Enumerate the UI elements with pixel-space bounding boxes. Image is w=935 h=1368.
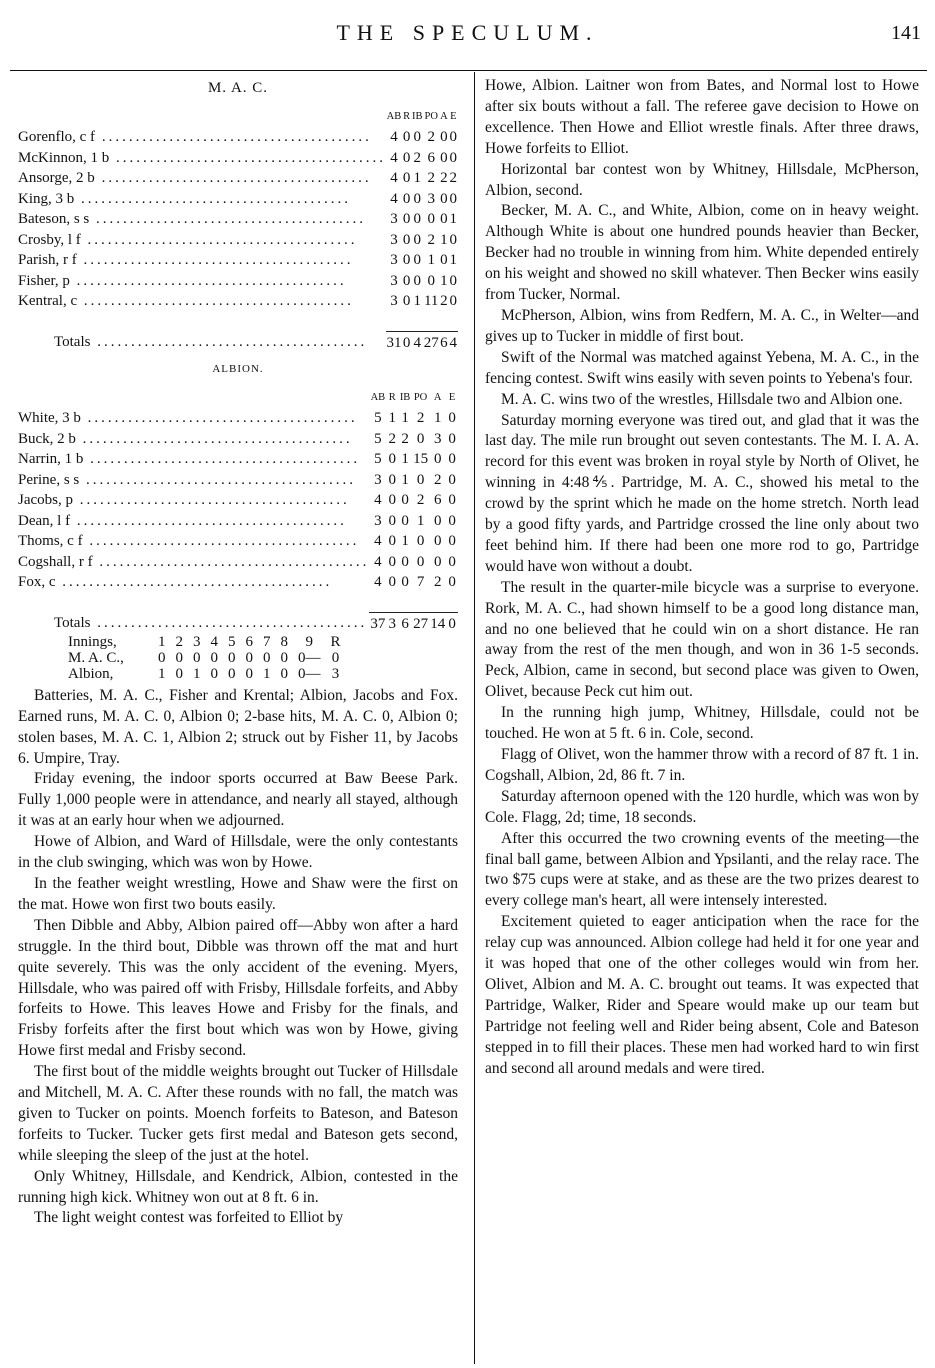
box-header-row [18,107,458,127]
paragraph: Only Whitney, Hillsdale, and Kendrick, Albion, contested in the running high kick. Whitney won out at 8 ft. 6 in. [18,1167,458,1206]
player-name-cell [18,572,369,593]
stat-cell: 0 [448,471,456,488]
leader-dots: ........................................ [74,190,351,207]
stat-cell: 0 [433,512,442,529]
paragraph: The light weight contest was forfeited to Elliot by [34,1209,344,1227]
leader-dots: ........................................ [75,430,353,447]
col-header: IB [399,391,411,403]
stat-cell: 0 [388,574,397,591]
player-row [18,490,458,511]
player-name-cell [18,291,386,312]
stat-cell: 0 [413,211,421,228]
paragraph: Howe, Albion. Laitner won from Bates, and Normal lost to Howe after six bouts without a fall. The referee gave decision to Howe on excellence. Then Howe and Elliot wrestle finals. After three draws, Howe forfeits to Elliot. [485,77,919,157]
stat-cell: 0 [433,533,442,550]
stat-cell: 0 [440,190,448,207]
inning-score: 0 [245,649,253,666]
leader-dots: ........................................ [73,492,350,509]
stat-cell: 0 [402,293,411,310]
total-stat-cell: 31 [386,334,402,351]
paragraph: McPherson, Albion, wins from Redfern, M. A. C., in Welter—and gives up to Tucker in middle of first bout. [485,306,919,345]
stat-cell: 3 [390,252,398,269]
player-name-cell [18,449,369,470]
inning-number: 9 [305,633,313,650]
inning-score: 1 [263,665,271,682]
stat-cell: 4 [374,574,382,591]
stat-cell: 0 [448,492,456,509]
player-row [18,510,458,531]
player-name: Fisher, p [18,272,70,289]
leader-dots: ........................................ [89,211,366,228]
stat-cell: 3 [427,190,435,207]
stat-cell: 5 [374,410,382,427]
paragraph: In the feather weight wrestling, Howe and Shaw were the first on the mat. Howe won first two bouts easily. [18,874,458,913]
stat-cell: 0 [448,410,456,427]
leader-dots: ........................................ [77,293,354,310]
right-article-text [485,76,919,1080]
stat-cell: 0 [388,512,397,529]
player-name: Kentral, c [18,293,78,310]
stat-cell: 0 [402,252,411,269]
page-header [0,0,935,60]
stat-cell: 0 [388,471,397,488]
publication-title: THE SPECULUM. [336,20,599,45]
inning-score: 0 [175,665,183,682]
right-column [485,76,919,1080]
leader-dots: ........................................ [95,129,372,146]
stat-cell: 0 [427,211,435,228]
stat-cell: 0 [401,492,409,509]
inning-score: 0 [228,649,236,666]
inning-number: 8 [280,633,288,650]
player-row [18,572,458,593]
stat-cell: 6 [433,492,442,509]
stat-cell: 0 [388,451,397,468]
player-row [18,428,458,449]
player-name-cell [18,531,369,552]
player-name-cell [18,428,369,449]
player-row [18,408,458,429]
left-column [18,74,458,1229]
leader-dots: ........................................ [76,252,354,269]
paragraph: Excitement quieted to eager anticipation when the race for the relay cup was announced. Albion college had held it for one year and it was hoped that one of the other colleges would win from her. Olivet, Albion and M. A. C. brought out teams. It was expected that Partridge, Walker, Rider and Speare would make up our team but Partridge not feeling well and Rider being absent, Cole and Bateson stepped in to fill their places. These men had worked hard to win first and second all around medals and were tired. [485,913,919,1077]
paragraph: Horizontal bar contest won by Whitney, Hillsdale, McPherson, Albion, second. [485,160,919,199]
leader-dots: ........................................ [94,170,372,187]
player-name-cell [18,229,386,250]
totals-row [18,613,458,634]
stat-cell: 1 [413,293,421,310]
paragraph: Becker, M. A. C., and White, Albion, come on in heavy weight. Although White is about one hundred pounds heavier than Becker, Becker had no trouble in winning from him. White depended entirely on his weight and showed no skill whatever. Then Becker wins easily from Tucker, Normal. [485,202,919,304]
player-row [18,250,458,271]
total-stat-cell: 14 [430,615,446,632]
paragraph: M. A. C. wins two of the wrestles, Hillsdale two and Albion one. [501,390,903,408]
inning-score: 1 [193,665,201,682]
col-header: R [403,110,411,122]
stat-cell: 0 [413,252,421,269]
player-name-cell [18,510,369,531]
player-name-cell [18,551,369,572]
player-name: Jacobs, p [18,492,73,509]
stat-cell: 0 [402,170,411,187]
leader-dots: ........................................ [109,149,386,166]
total-stat-cell: 0 [448,615,456,632]
player-name-cell [18,188,386,209]
player-row [18,127,458,148]
total-stat-cell: 4 [449,334,458,351]
stat-cell: 0 [402,190,411,207]
player-name: Buck, 2 b [18,430,76,447]
stat-cell: 1 [440,272,448,289]
paragraph: Flagg of Olivet, won the hammer throw with a record of 87 ft. 1 in. Cogshall, Albion, 2d, 86 ft. 7 in. [485,746,919,784]
stat-cell: 4 [374,553,382,570]
player-name-cell [18,469,369,490]
header-rule [10,70,927,71]
albion-box-score [18,388,458,634]
player-row [18,209,458,230]
stat-cell: 2 [413,149,421,166]
inning-score: 1 [158,665,166,682]
stat-cell: 1 [416,512,425,529]
innings-row-albion [68,666,346,682]
player-name-cell [18,270,386,291]
stat-cell: 7 [416,574,425,591]
stat-cell: 4 [390,170,398,187]
stat-cell: 0 [427,272,435,289]
totals-label: Totals [54,615,91,632]
stat-cell: 0 [448,512,456,529]
stat-cell: 0 [402,149,411,166]
total-stat-cell: 37 [370,615,386,632]
stat-cell: 4 [390,149,398,166]
player-row [18,469,458,490]
leader-dots: ........................................ [83,451,361,468]
stat-cell: 0 [413,129,421,146]
paragraph: Friday evening, the indoor sports occurred at Baw Beese Park. Fully 1,000 people were in attendance, and nearly all stayed, although it was at an early hour when we adjourned. [18,770,458,830]
albion-box-title: ALBION. [212,362,264,375]
stat-cell: 1 [433,410,442,427]
leader-dots: ........................................ [82,533,360,550]
player-name-cell [18,147,386,168]
player-name-cell [18,408,369,429]
inning-number: 7 [263,633,271,650]
stat-cell: 2 [401,430,409,447]
stat-cell: 0 [402,231,411,248]
stat-cell: 2 [388,430,397,447]
stat-cell: 0 [448,574,456,591]
player-name: Cogshall, r f [18,553,93,570]
stat-cell: 0 [413,272,421,289]
stat-cell: 1 [427,252,435,269]
inning-score: 0 [280,665,288,682]
player-name-cell [18,490,369,511]
inning-score: 0 [228,665,236,682]
paragraph: The result in the quarter-mile bicycle was a surprise to everyone. Rork, M. A. C., had shown himself to be a good long distance man, and no one believed that he could win on a short distance. He ran away from the rest of the men though, and won in 36 1-5 seconds. Peck, Albion, came in second, but second place was given to Owen, Olivet, because Peck cut him out. [485,578,919,701]
stat-cell: 11 [423,293,439,310]
stat-cell: 0 [416,533,425,550]
inning-score: 0 [193,649,201,666]
stat-cell: 0 [413,190,421,207]
player-name: Bateson, s s [18,211,90,228]
stat-cell: 2 [440,293,448,310]
stat-cell: 0 [448,430,456,447]
stat-cell: 2 [416,410,425,427]
player-name-cell [18,127,386,148]
stat-cell: 0 [401,553,409,570]
runs-header: R [330,633,341,650]
stat-cell: 0 [401,574,409,591]
paragraph: After this occurred the two crowning events of the meeting—the final ball game, between Albion and Ypsilanti, and the relay race. The two $75 cups were at stake, and as these are the two prizes dearest to every college man's heart, all were intensely interested. [485,829,919,910]
player-name-cell [18,250,386,271]
stat-cell: 3 [390,293,398,310]
col-header: E [448,391,456,403]
leader-dots: ........................................ [70,512,347,529]
col-header: PO [424,110,438,122]
col-header: AB [386,110,402,122]
stat-cell: 3 [374,471,382,488]
player-name: Gorenflo, c f [18,129,96,146]
stat-cell: 0 [449,190,458,207]
col-header: PO [413,391,428,403]
stat-cell: 0 [402,129,411,146]
stat-cell: 4 [374,492,382,509]
leader-dots: ........................................ [69,272,347,289]
inning-score: 0 [175,649,183,666]
inning-number: 6 [245,633,253,650]
paragraph: Howe of Albion, and Ward of Hillsdale, were the only contestants in the club swinging, which was won by Howe. [18,833,458,872]
inning-score: 0 [158,649,166,666]
inning-score: 0 [245,665,253,682]
stat-cell: 0 [416,553,425,570]
player-name: White, 3 b [18,410,81,427]
stat-cell: 0 [440,129,448,146]
stat-cell: 0 [449,293,458,310]
stat-cell: 0 [388,553,397,570]
col-header: A [433,391,442,403]
total-runs: 0 [331,649,340,666]
stat-cell: 1 [401,533,409,550]
stat-cell: 2 [427,231,435,248]
stat-cell: 1 [449,211,458,228]
player-name: Crosby, l f [18,231,81,248]
team-label: Albion, [68,665,114,682]
player-name-cell [18,209,386,230]
stat-cell: 3 [390,272,398,289]
stat-cell: 2 [440,170,448,187]
stat-cell: 3 [390,211,398,228]
stat-cell: 6 [427,149,435,166]
player-row [18,229,458,250]
player-row [18,188,458,209]
stat-cell: 0 [449,129,458,146]
inning-number: 4 [210,633,218,650]
stat-cell: 0 [449,231,458,248]
stat-cell: 0 [449,272,458,289]
mac-box-score [18,107,458,353]
stat-cell: 1 [401,471,409,488]
player-row [18,531,458,552]
innings-label: Innings, [68,633,117,650]
inning-score: 0 [210,665,218,682]
paragraph: Swift of the Normal was matched against Yebena, M. A. C., in the fencing contest. Swift wins easily with seven points to Yebena's four. [485,348,919,387]
player-row [18,270,458,291]
stat-cell: 2 [449,170,458,187]
player-row [18,168,458,189]
stat-cell: 4 [390,129,398,146]
stat-cell: 0 [448,451,456,468]
inning-number: 2 [175,633,183,650]
totals-label-cell [18,332,386,353]
stat-cell: 2 [427,129,435,146]
player-name: Ansorge, 2 b [18,170,95,187]
stat-cell: 1 [413,170,421,187]
inning-number: 1 [158,633,166,650]
stat-cell: 1 [440,231,448,248]
stat-cell: 0 [448,553,456,570]
stat-cell: 2 [427,170,435,187]
player-row [18,551,458,572]
leader-dots: ........................................ [90,615,368,632]
player-row [18,449,458,470]
totals-rule [18,311,458,332]
stat-cell: 2 [433,574,442,591]
total-stat-cell: 6 [440,334,448,351]
paragraph: Then Dibble and Abby, Albion paired off—Abby won after a hard struggle. In the third bout, Dibble was thrown off the mat and hurt quite severely. This was the only accident of the evening. Myers, Hillsdale, who was paired off with Frisby, Hillsdale forfeits, and Abby forfeits to Howe. This leaves Howe and Frisby for the finals, and Frisby forfeits after the first bout which was won by Howe, giving Howe first medal and Frisby second. [18,916,458,1060]
paragraph: Batteries, M. A. C., Fisher and Krental; Albion, Jacobs and Fox. Earned runs, M. A. C. 0, Albion 0; 2-base hits, M. A. C. 0, Albion 0; stolen bases, M. A. C. 1, Albion 2; struck out by Fisher 11, by Jacobs 6. Umpire, Tray. [18,686,458,767]
leader-dots: ........................................ [80,231,358,248]
leader-dots: ........................................ [55,574,333,591]
stat-cell: 1 [401,451,409,468]
stat-cell: 15 [413,451,429,468]
leader-dots: ........................................ [90,334,368,351]
totals-row [18,332,458,353]
stat-cell: 0 [449,149,458,166]
total-stat-cell: 6 [401,615,409,632]
totals-rule [18,592,458,613]
player-row [18,291,458,312]
team-label: M. A. C., [68,649,124,666]
player-name: Perine, s s [18,471,80,488]
stat-cell: 0 [440,149,448,166]
stat-cell: 4 [390,190,398,207]
stat-cell: 1 [449,252,458,269]
stat-cell: 0 [413,231,421,248]
paragraph: Saturday afternoon opened with the 120 hurdle, which was won by Cole. Flagg, 2d; time, 18 seconds. [485,787,919,826]
stat-cell: 3 [390,231,398,248]
stat-cell: 0 [440,252,448,269]
inning-number: 5 [228,633,236,650]
player-name: Narrin, 1 b [18,451,84,468]
stat-cell: 0 [401,512,409,529]
col-header: R [388,391,396,403]
player-name: Dean, l f [18,512,71,529]
paragraph: The first bout of the middle weights brought out Tucker of Hillsdale and Mitchell, M. A. C. After these rounds with no fall, the match was given to Tucker on points. Moench forfeits to Bateson, and Bateson forfeits to Tucker. Tucker gets first medal and Bateson gets second, while sleeping the sleep of the just at the hotel. [18,1063,458,1164]
stat-cell: 2 [416,492,425,509]
innings-row-mac [68,650,346,666]
inning-score: 0— [298,665,321,682]
mac-box-title: M. A. C. [207,80,269,96]
inning-score: 0 [210,649,218,666]
stat-cell: 0 [448,533,456,550]
col-header: A [440,110,448,122]
innings-header-row [68,634,346,650]
player-name: King, 3 b [18,190,75,207]
inning-number: 3 [193,633,201,650]
player-name: McKinnon, 1 b [18,149,110,166]
page-number: 141 [891,22,921,44]
stat-cell: 0 [388,492,397,509]
col-header: AB [370,391,386,403]
inning-score: 0 [263,649,271,666]
stat-cell: 0 [433,553,442,570]
player-row [18,147,458,168]
column-divider [474,72,475,1364]
leader-dots: ........................................ [80,410,358,427]
col-header: IB [412,110,423,122]
left-article-text [18,686,458,1230]
col-header: E [450,110,457,122]
player-name: Thoms, c f [18,533,83,550]
total-stat-cell: 0 [402,334,411,351]
inning-score: 0— [298,649,321,666]
innings-line-score [68,634,346,682]
totals-label-cell [18,613,369,634]
stat-cell: 5 [374,451,382,468]
stat-cell: 0 [402,272,411,289]
total-stat-cell: 27 [423,334,439,351]
total-stat-cell: 3 [388,615,397,632]
stat-cell: 2 [433,471,442,488]
stat-cell: 4 [374,533,382,550]
total-runs: 3 [331,665,340,682]
stat-cell: 0 [416,471,425,488]
player-name: Parish, r f [18,252,77,269]
stat-cell: 5 [374,430,382,447]
total-stat-cell: 27 [413,615,429,632]
inning-score: 0 [280,649,288,666]
box-header-row [18,388,458,408]
player-name-cell [18,168,386,189]
totals-label: Totals [54,334,91,351]
player-name: Fox, c [18,574,56,591]
stat-cell: 3 [374,512,382,529]
stat-cell: 0 [416,430,425,447]
stat-cell: 0 [440,211,448,228]
leader-dots: ........................................ [92,553,370,570]
stat-cell: 1 [401,410,409,427]
stat-cell: 3 [433,430,442,447]
total-stat-cell: 4 [413,334,421,351]
stat-cell: 0 [433,451,442,468]
leader-dots: ........................................ [79,471,356,488]
stat-cell: 1 [388,410,397,427]
paragraph: Saturday morning everyone was tired out, and glad that it was the last day. The mile run brought out seven contestants. The M. I. A. A. record for this event was broken in royal style by North of Olivet, he winning in 4:48⅘. Partridge, M. A. C., showed his metal to the crowd by the sprint which he made on the home stretch. North lead by a good fifty yards, and Partridge crossed the line only about two feet behind him. If there had been one more rod to go, Partridge would have won without a doubt. [485,411,919,575]
paragraph: In the running high jump, Whitney, Hillsdale, could not be touched. He won at 5 ft. 6 in. Cole, second. [485,704,919,743]
stat-cell: 0 [402,211,411,228]
stat-cell: 0 [388,533,397,550]
